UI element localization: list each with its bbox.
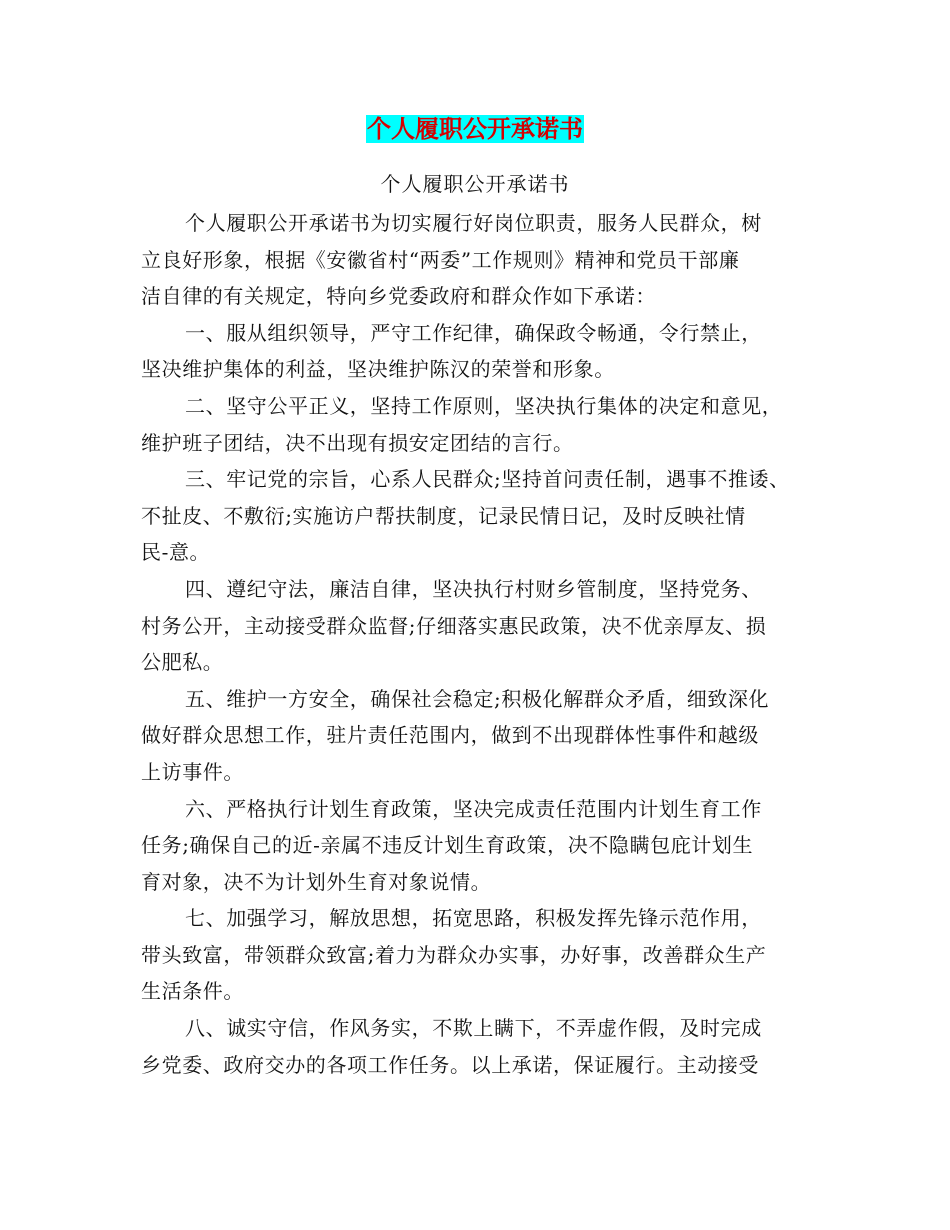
paragraph <box>141 315 831 388</box>
paragraph-line: 二、坚守公平正义，坚持工作原则，坚决执行集体的决定和意见， <box>185 393 783 418</box>
paragraph <box>141 571 831 681</box>
paragraph <box>141 388 831 461</box>
paragraph-line: 五、维护一方安全，确保社会稳定;积极化解群众矛盾，细致深化 <box>185 686 770 711</box>
paragraph <box>141 205 831 315</box>
paragraph-line: 三、牢记党的宗旨，心系人民群众;坚持首问责任制，遇事不推诿、 <box>185 467 790 492</box>
paragraph-line: 不扯皮、不敷衍;实施访户帮扶制度，记录民情日记，及时反映社情 <box>141 503 746 528</box>
paragraph-line: 任务;确保自己的近-亲属不违反计划生育政策，决不隐瞒包庇计划生 <box>141 833 754 858</box>
paragraph <box>141 681 831 791</box>
paragraph <box>141 1010 831 1083</box>
paragraph <box>141 791 831 901</box>
document-title <box>0 112 950 146</box>
paragraph <box>141 461 831 571</box>
paragraph-line: 七、加强学习，解放思想，拓宽思路，积极发挥先锋示范作用， <box>185 906 762 931</box>
document-body <box>141 205 831 1083</box>
document-subtitle: 个人履职公开承诺书 <box>380 172 570 196</box>
paragraph-line: 洁自律的有关规定，特向乡党委政府和群众作如下承诺： <box>141 284 656 309</box>
paragraph-line: 做好群众思想工作，驻片责任范围内，做到不出现群体性事件和越级 <box>141 723 759 748</box>
paragraph-line: 坚决维护集体的利益，坚决维护陈汉的荣誉和形象。 <box>141 357 615 382</box>
paragraph-line: 带头致富，带领群众致富;着力为群众办实事，办好事，改善群众生产 <box>141 942 767 967</box>
paragraph-line: 公肥私。 <box>141 650 224 675</box>
paragraph-line: 村务公开，主动接受群众监督;仔细落实惠民政策，决不优亲厚友、损 <box>141 613 767 638</box>
paragraph-line: 维护班子团结，决不出现有损安定团结的言行。 <box>141 430 574 455</box>
paragraph-line: 乡党委、政府交办的各项工作任务。以上承诺，保证履行。主动接受 <box>141 1052 759 1077</box>
paragraph-line: 立良好形象，根据《安徽省村“两委”工作规则》精神和党员干部廉 <box>141 247 740 272</box>
paragraph-line: 个人履职公开承诺书为切实履行好岗位职责，服务人民群众，树 <box>185 211 762 235</box>
paragraph-line: 育对象，决不为计划外生育对象说情。 <box>141 869 492 894</box>
document-title-text: 个人履职公开承诺书 <box>367 115 583 143</box>
paragraph-line: 四、遵纪守法，廉洁自律，坚决执行村财乡管制度，坚持党务、 <box>185 576 762 601</box>
paragraph-line: 一、服从组织领导，严守工作纪律，确保政令畅通，令行禁止， <box>185 320 762 345</box>
paragraph-line: 八、诚实守信，作风务实，不欺上瞒下，不弄虚作假，及时完成 <box>185 1016 762 1041</box>
paragraph-line: 民-意。 <box>141 540 211 565</box>
paragraph-line: 生活条件。 <box>141 979 244 1004</box>
paragraph-line: 上访事件。 <box>141 759 244 784</box>
paragraph-line: 六、严格执行计划生育政策，坚决完成责任范围内计划生育工作 <box>185 796 762 821</box>
paragraph <box>141 900 831 1010</box>
